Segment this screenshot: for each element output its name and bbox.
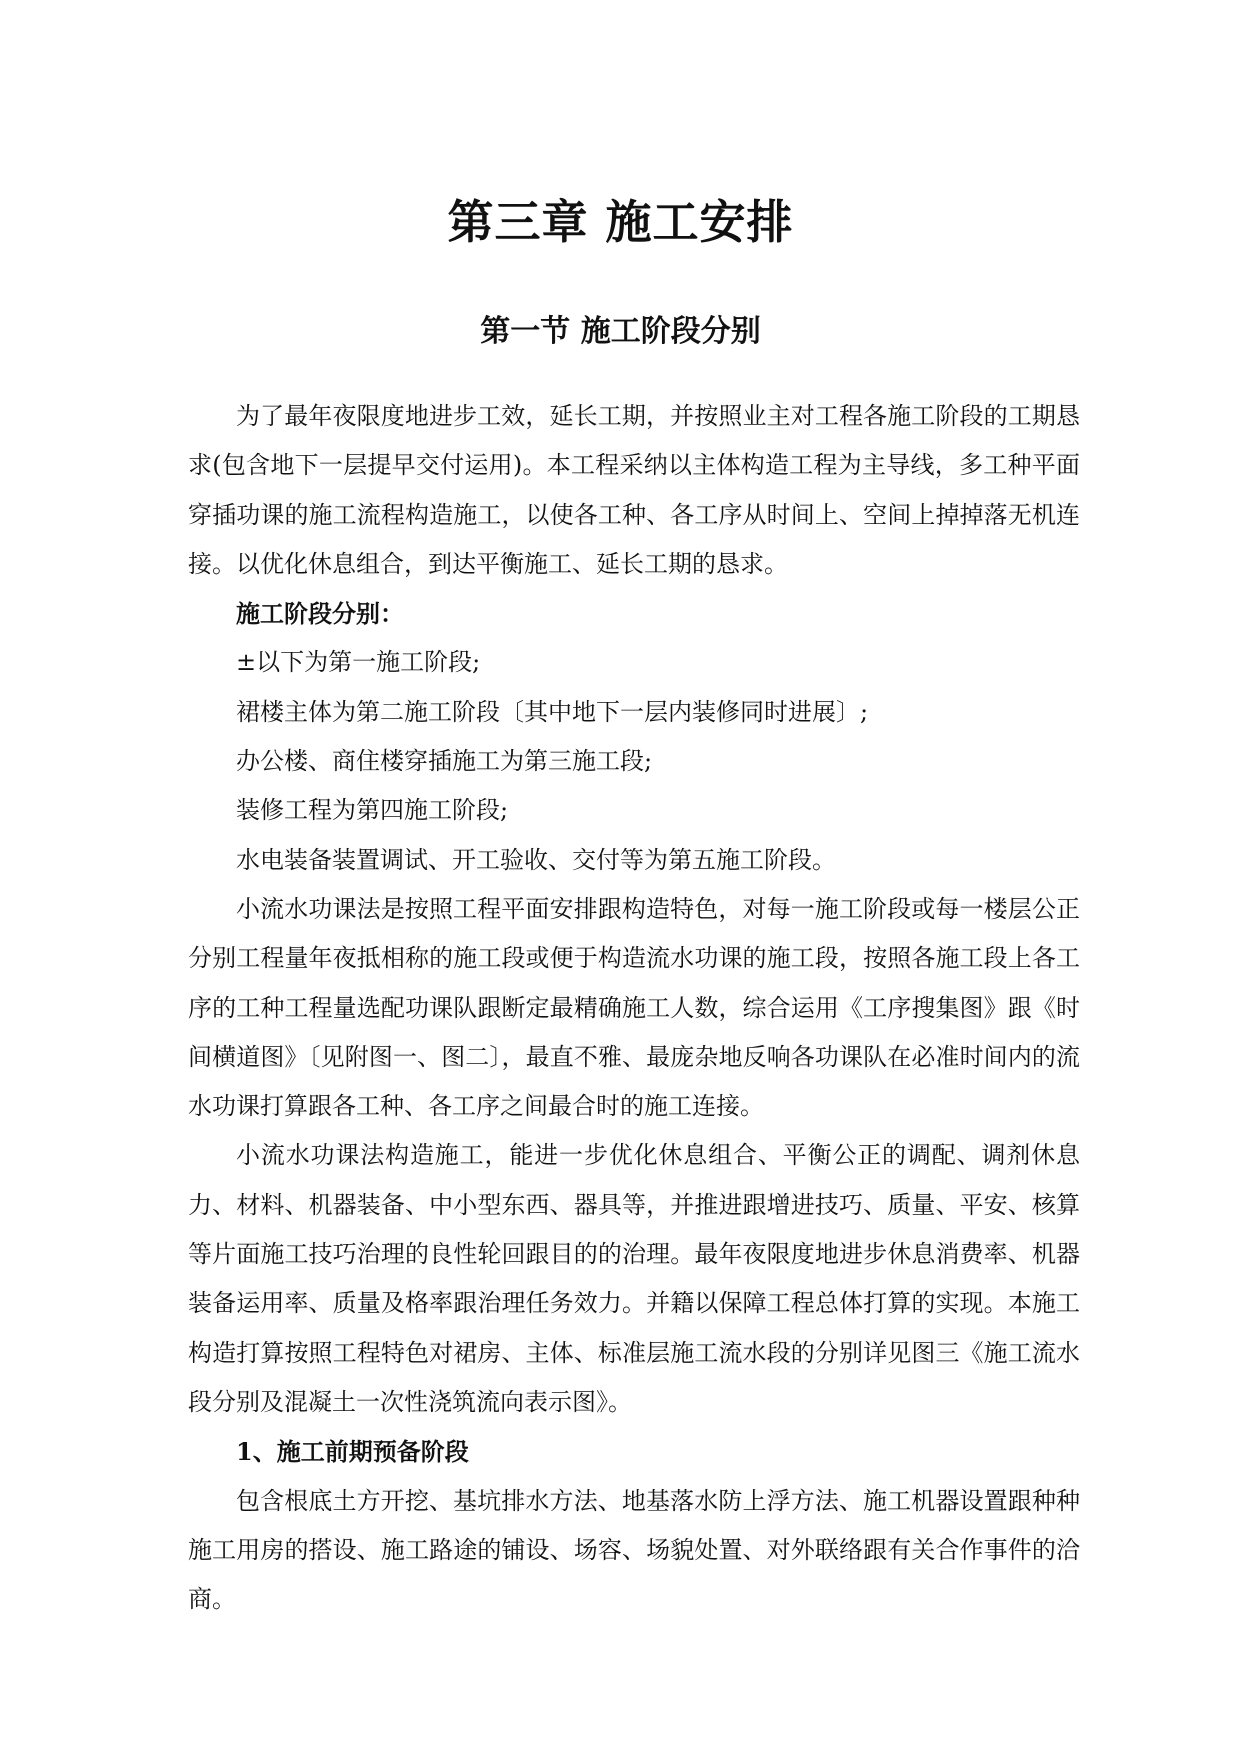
subsection-heading: 1、施工前期预备阶段 <box>236 1437 469 1467</box>
section-title: 第一节 施工阶段分别 <box>480 314 761 349</box>
preparation-paragraph: 包含根底土方开挖、基坑排水方法、地基落水防上浮方法、施工机器设置跟种种施工用房的搭设、施工路途的铺设、场容、场貌处置、对外联络跟有关合作事件的洽商。 <box>188 1486 1080 1614</box>
stage-division-heading: 施工阶段分别： <box>236 599 404 629</box>
stage-item: 办公楼、商住楼穿插施工为第三施工段; <box>236 747 653 776</box>
flow-method-benefits-paragraph: 小流水功课法构造施工，能进一步优化休息组合、平衡公正的调配、调剂休息力、材料、机器装备、中小型东西、器具等，并推进跟增进技巧、质量、平安、核算等片面施工技巧治理的良性轮回跟目的的治理。最年夜限度地进步休息消费率、机器装备运用率、质量及格率跟治理任务效力。并籍以保障工程总体打算的实现。本施工构造打算按照工程特色对裙房、主体、标准层施工流水段的分别详见图三《施工流水段分别及混凝土一次性浇筑流向表示图》。 <box>188 1141 1080 1416</box>
stage-item: 装修工程为第四施工阶段; <box>236 796 509 825</box>
chapter-title: 第三章 施工安排 <box>447 195 794 249</box>
stage-item: ±以下为第一施工阶段; <box>236 648 481 677</box>
flow-method-paragraph: 小流水功课法是按照工程平面安排跟构造特色，对每一施工阶段或每一楼层公正分别工程量年夜抵相称的施工段或便于构造流水功课的施工段，按照各施工段上各工序的工种工程量选配功课队跟断定最精确施工人数，综合运用《工序搜集图》跟《时间横道图》〔见附图一、图二〕，最直不雅、最庞杂地反响各功课队在必准时间内的流水功课打算跟各工种、各工序之间最合时的施工连接。 <box>188 894 1080 1121</box>
document-body <box>188 392 1080 1624</box>
stage-item: 裙楼主体为第二施工阶段〔其中地下一层内装修同时进展〕; <box>236 697 869 726</box>
stage-item: 水电装备装置调试、开工验收、交付等为第五施工阶段。 <box>236 845 836 874</box>
intro-paragraph: 为了最年夜限度地进步工效，延长工期，并按照业主对工程各施工阶段的工期恳求(包含地下一层提早交付运用)。本工程采纳以主体构造工程为主导线，多工种平面穿插功课的施工流程构造施工，以使各工种、各工序从时间上、空间上掉掉落无机连接。以优化休息组合，到达平衡施工、延长工期的恳求。 <box>188 402 1080 578</box>
